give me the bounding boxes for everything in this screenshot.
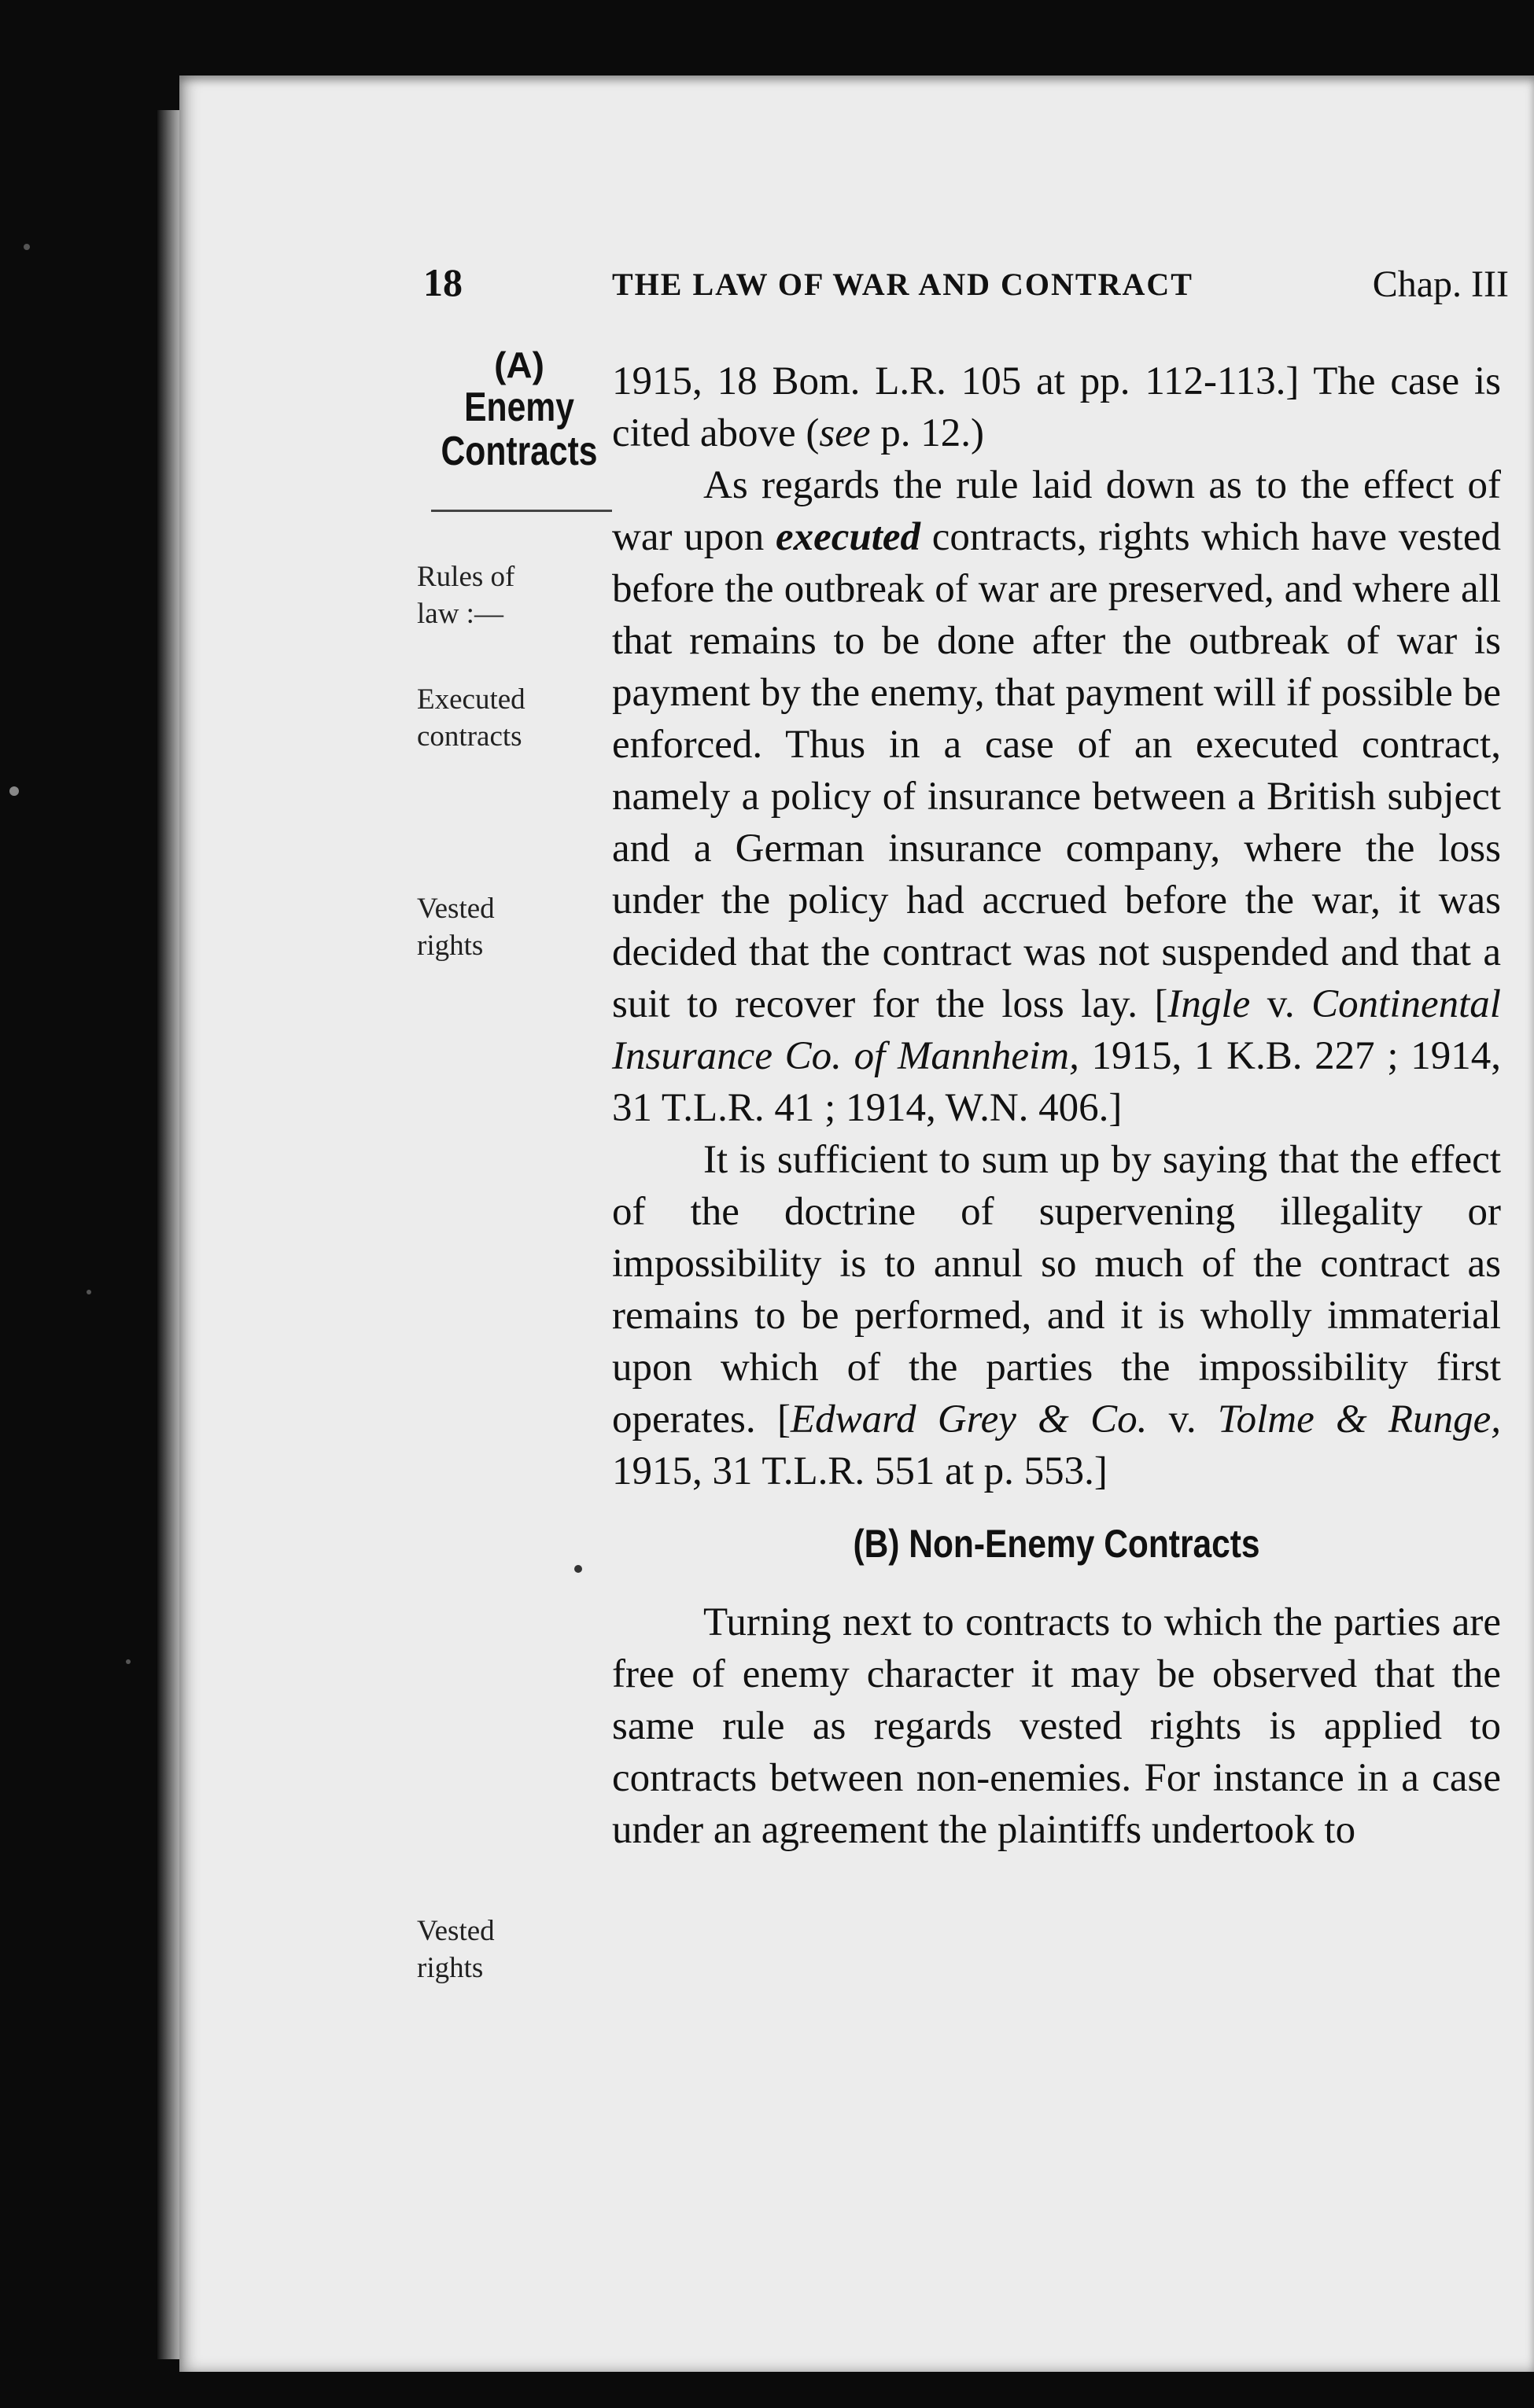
- emphasis-run: executed: [775, 515, 921, 559]
- text-run: v.: [1250, 982, 1312, 1026]
- margin-note-line: Vested: [417, 1915, 495, 1947]
- text-run: contracts, rights which have vested before the outbreak of war are preserved, and where all that remains to be done after the outbreak of war is payment by the enemy, that payment will if possible be enforced. Thus in a case of an executed contract, namely a policy of insurance between a British subject and a German insurance company, where the loss under the policy had accrued before the war, it was decided that the contract was not suspended and that a suit to recover for the loss lay. [: [612, 515, 1502, 1026]
- text-run: v.: [1147, 1397, 1218, 1441]
- chapter-label: Chap. III: [1372, 263, 1509, 305]
- text-run: 1915, 1 K.B. 227 ; 1914, 31 T.L.R. 41 ; 1914, W.N. 406.]: [612, 1034, 1501, 1130]
- section-letter: (A): [494, 344, 544, 385]
- text-run: p. 12.): [870, 411, 984, 455]
- running-title: THE LAW OF WAR AND CONTRACT: [612, 267, 1193, 302]
- page-header: [423, 260, 1509, 315]
- speck: [9, 786, 19, 796]
- margin-note-executed-contracts: [417, 681, 621, 755]
- margin-note-line: contracts: [417, 720, 522, 753]
- paragraph: [612, 355, 1501, 459]
- margin-note-rules-of-law: [417, 558, 621, 632]
- speck: [126, 1659, 131, 1664]
- text-run: 1915, 31 T.L.R. 551 at p. 553.]: [612, 1449, 1108, 1493]
- text-run: 1915, 18 Bom. L.R. 105 at pp. 112-113.] The case is cited above (: [612, 359, 1501, 455]
- margin-note-line: rights: [417, 930, 484, 962]
- subheading-non-enemy-contracts: (B) Non-Enemy Contracts: [853, 1522, 1260, 1566]
- body-text: [612, 355, 1501, 1856]
- section-heading-enemy-contracts: [417, 346, 621, 473]
- margin-note-line: Rules of: [417, 561, 515, 593]
- paragraph: Turning next to contracts to which the parties are free of enemy character it may be observed that the same rule as regards vested rights is applied to contracts between non-enemies. For instance in a case under an agreement the plaintiffs undertook to: [612, 1600, 1501, 1852]
- stray-mark: [574, 1565, 582, 1573]
- margin-note-line: Executed: [417, 683, 525, 716]
- margin-note-vested-rights-2: [417, 1913, 621, 1986]
- paragraph: [612, 1134, 1501, 1497]
- case-name: Continental Insurance Co. of Mannheim,: [612, 982, 1501, 1078]
- margin-note-line: Vested: [417, 893, 495, 925]
- section-word-2: Contracts: [441, 428, 598, 474]
- text-run: As regards the rule laid down as to the effect of war upon: [612, 463, 1501, 559]
- case-name: Tolme & Runge,: [1217, 1397, 1501, 1441]
- section-word-1: Enemy: [464, 384, 574, 430]
- italic-run: see: [819, 411, 871, 455]
- paragraph: [612, 459, 1501, 1134]
- speck: [87, 1290, 91, 1294]
- margin-note-vested-rights: [417, 890, 621, 964]
- case-name: Edward Grey & Co.: [790, 1397, 1148, 1441]
- margin-note-line: rights: [417, 1952, 484, 1984]
- text-run: It is sufficient to sum up by saying that the effect of the doctrine of supervening illegality or impossibility is to annul so much of the contract as remains to be performed, and it is wholly immaterial upon which of the parties the impossibility first operates. [: [612, 1138, 1501, 1441]
- speck: [24, 244, 30, 250]
- case-name: Ingle: [1167, 982, 1251, 1026]
- section-divider: [431, 510, 612, 512]
- margin-note-line: law :—: [417, 598, 503, 630]
- page-number: 18: [423, 260, 463, 304]
